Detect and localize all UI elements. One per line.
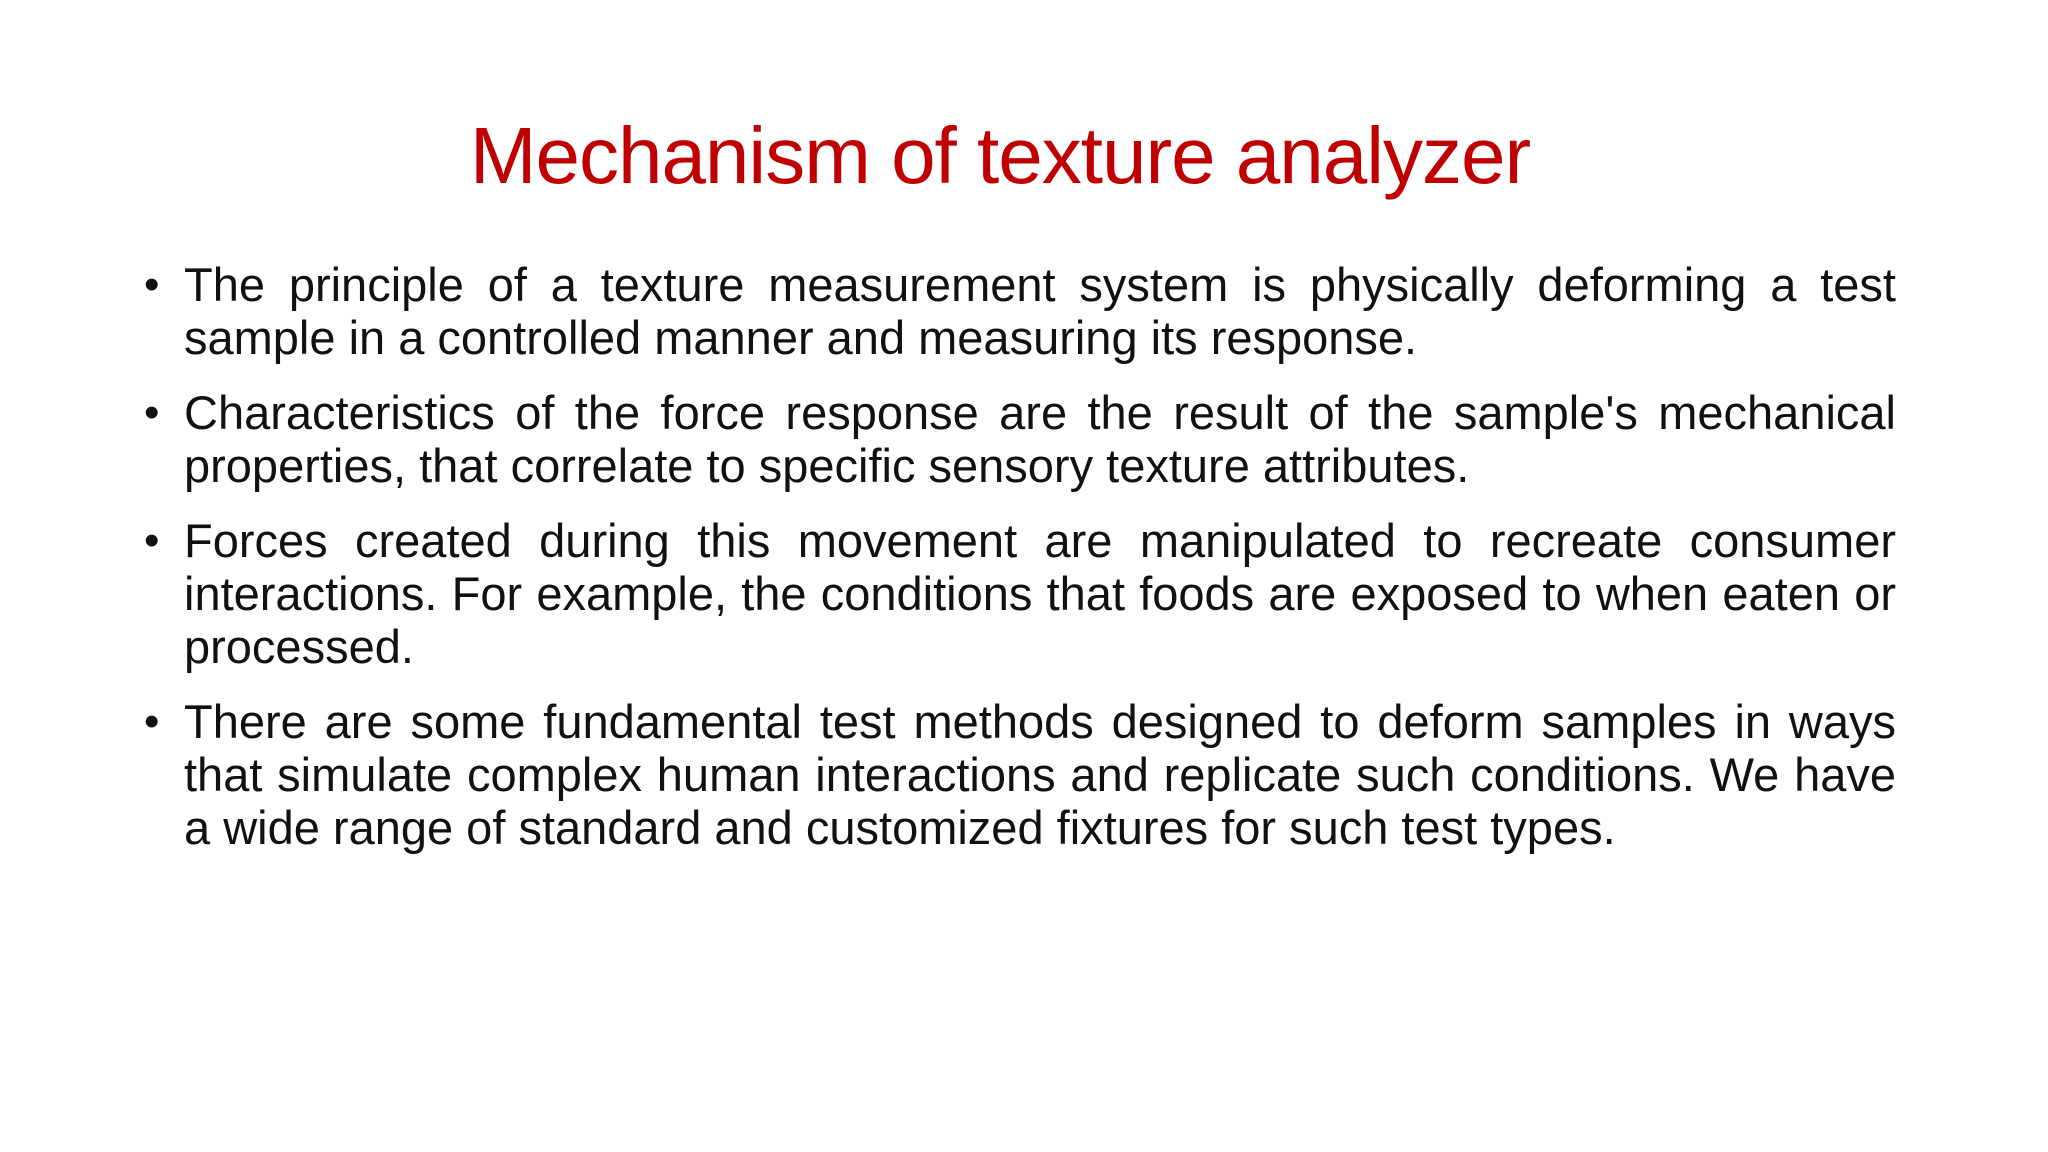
bullet-text: Forces created during this movement are manipulated to recreate consumer interactions. For example, the conditions that foods are exposed to when eaten or processed. xyxy=(184,514,1896,673)
bullet-item xyxy=(144,695,1896,854)
bullet-item xyxy=(144,514,1896,673)
bullet-list xyxy=(144,258,1896,876)
bullet-text: Characteristics of the force response are the result of the sample's mechanical properties, that correlate to specific sensory texture attributes. xyxy=(184,386,1896,492)
bullet-dot-icon: • xyxy=(144,516,160,565)
slide-title: Mechanism of texture analyzer xyxy=(469,111,1531,200)
bullet-dot-icon: • xyxy=(144,697,160,746)
bullet-item xyxy=(144,386,1896,492)
bullet-text: The principle of a texture measurement system is physically deforming a test sample in a controlled manner and measuring its response. xyxy=(184,258,1896,364)
bullet-item xyxy=(144,258,1896,364)
bullet-dot-icon: • xyxy=(144,260,160,309)
bullet-text: There are some fundamental test methods designed to deform samples in ways that simulate complex human interactions and replicate such conditions. We have a wide range of standard and customized fixtures for such test types. xyxy=(184,695,1896,854)
bullet-dot-icon: • xyxy=(144,388,160,437)
